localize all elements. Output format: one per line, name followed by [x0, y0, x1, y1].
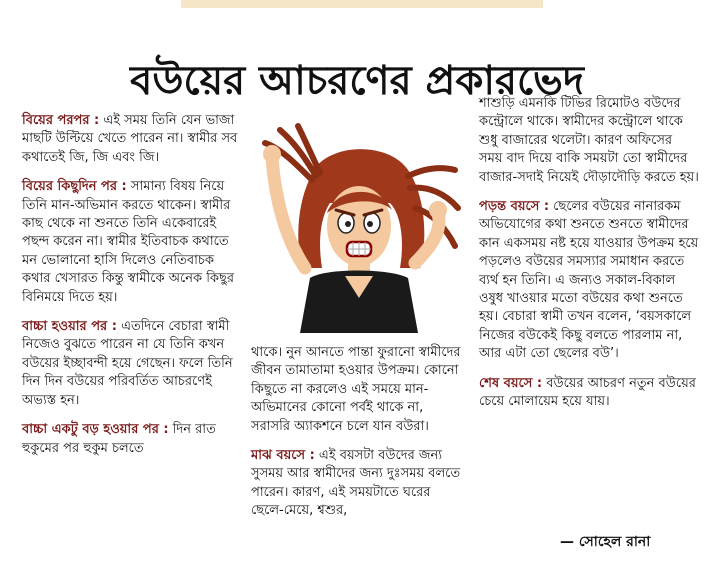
angry-woman-illustration — [250, 118, 465, 333]
paragraph-text: দিন রাত হুকুমের পর হুকুম চলতে — [22, 422, 216, 456]
paragraph-text: ছেলের বউয়ের নানারকম অভিযোগের কথা শুনতে শুনতে স্বামীদের কান একসময় নষ্ট হয়ে যাওয়ার উপক্রম হয়ে পড়লেও বউয়ের সমস্যার সমাধান করতে ব্যর্থ হন তিনি। এ জন্যও সকাল-বিকাল ওষুধ খাওয়ার মতো বউয়ের কথা শুনতে হয়। বেচারা স্বামী তখন বলেন, ‘বয়সকালে নিজের বউকেই কিছু বলতে পারলাম না, আর এটা তো ছেলের বউ’। — [479, 199, 699, 362]
paragraph — [479, 375, 699, 412]
section-label: শেষ বয়সে : — [479, 375, 543, 391]
paragraph-text: এই বয়সটা বউদের জন্য সুসময় আর স্বামীদের জন্য দুঃসময় বলতে পারেন। কারণ, এই সময়টাতে ঘরের ছেলে-মেয়ে, শ্বশুর, — [251, 448, 461, 519]
paragraph-text: এতদিনে বেচারা স্বামী নিজেও বুঝতে পারেন না যে তিনি কখন বউয়ের ইচ্ছাবন্দী হয়ে গেছেন। ফলে তিনি দিন দিন বউয়ের পরিবর্তিত আচরণেই অভ্যস্ত হন। — [22, 319, 233, 408]
paragraph — [22, 178, 238, 307]
author-byline: — সোহেল রানা — [560, 534, 651, 550]
paragraph-text: সামান্য বিষয় নিয়ে তিনি মান-অভিমান করতে থাকেন। স্বামীর কাছ থেকে না শুনতে তিনি একেবারেই পছন্দ করেন না। স্বামীর ইতিবাচক কথাতে মন ভোলানো হাসি দিলেও নেতিবাচক কথার খেসারত কিন্তু স্বামীকে অনেক কিছুর বিনিময়ে দিতে হয়। — [22, 179, 235, 305]
paragraph-text: এই সময় তিনি যেন ভাজা মাছটি উল্টিয়ে খেতে পারেন না। স্বামীর সব কথাতেই জি, জি এবং জি। — [22, 113, 238, 165]
column-2 — [251, 344, 465, 532]
paragraph — [251, 344, 465, 436]
column-1 — [22, 112, 238, 469]
section-label: বিয়ের পরপর : — [22, 113, 100, 128]
top-decorative-band — [181, 0, 543, 8]
column-3 — [479, 95, 699, 423]
paragraph — [22, 112, 238, 167]
section-label: মাঝ বয়সে : — [251, 448, 315, 464]
paragraph-text: বউয়ের আচরণ নতুন বউয়ের চেয়ে মোলায়েম হয়ে যায়। — [479, 375, 696, 410]
section-label: বাচ্চা হওয়ার পর : — [22, 319, 117, 335]
paragraph — [22, 421, 238, 458]
section-label: পড়ন্ত বয়সে : — [479, 199, 550, 215]
paragraph-text: শাশুড়ি এমনকি টিভির রিমোটও বউদের কন্ট্রোলে থাকে। স্বামীদের কন্ট্রোলে থাকে শুধু বাজারের থলেটা। কারণ অফিসের সময় বাদ দিয়ে বাকি সময়টা তো স্বামীদের বাজার-সদাই নিয়েই দৌড়াদৌড়ি করতে হয়। — [479, 96, 699, 185]
paragraph-text: থাকে। নুন আনতে পান্তা ফুরানো স্বামীদের জীবন তামাতামা হওয়ার উপক্রম। কোনো কিছুতে না করলেও এই সময়ে মান-অভিমানের কোনো পর্বই থাকে না, সরাসরি অ্যাকশনে চলে যান বউরা। — [251, 345, 461, 434]
section-label: বাচ্চা একটু বড় হওয়ার পর : — [22, 422, 169, 438]
paragraph — [479, 95, 699, 187]
section-label: বিয়ের কিছুদিন পর : — [22, 179, 127, 195]
article-headline: বউয়ের আচরণের প্রকারভেদ — [130, 57, 584, 104]
paragraph — [479, 198, 699, 364]
paragraph — [22, 318, 238, 410]
paragraph — [251, 447, 465, 521]
